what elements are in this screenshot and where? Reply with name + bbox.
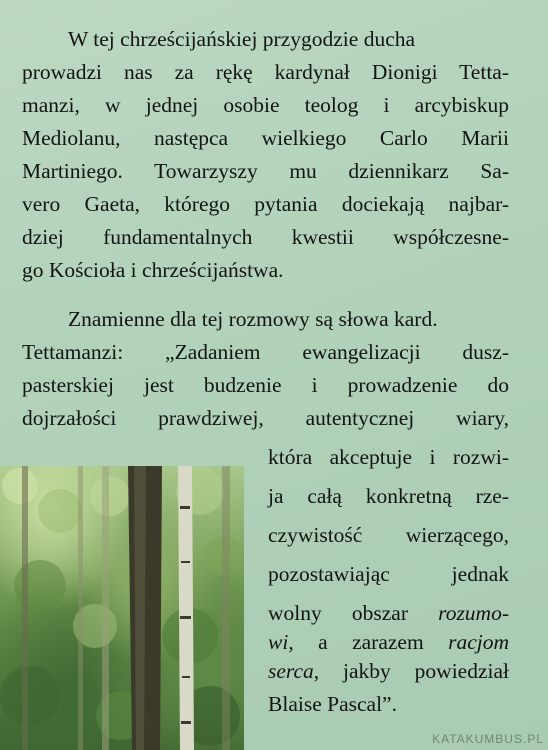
text-span: wolny obszar: [268, 601, 439, 625]
text-line: vero Gaeta, którego pytania dociekają najbar-: [22, 192, 509, 216]
text-line: [268, 656, 509, 687]
text-line: czywistość wierzącego,: [268, 523, 509, 547]
text-line: dojrzałości prawdziwej, autentycznej wiary,: [22, 406, 509, 430]
text-line: Blaise Pascal”.: [268, 692, 397, 716]
text-line: prowadzi nas za rękę kardynał Dionigi Tetta-: [22, 60, 509, 84]
text-line: [268, 598, 509, 629]
text-line: która akceptuje i rozwi-: [268, 445, 509, 469]
text-line: Mediolanu, następca wielkiego Carlo Marii: [22, 126, 509, 150]
text-line: dziej fundamentalnych kwestii współczesne-: [22, 225, 509, 249]
text-line: ja całą konkretną rze-: [268, 484, 509, 508]
text-line: pasterskiej jest budzenie i prowadzenie do: [22, 373, 509, 397]
text-span: , jakby powiedział: [313, 659, 509, 683]
forest-photo-icon: [0, 466, 244, 750]
italic-span: serca: [268, 659, 314, 683]
text-span: , a zarazem: [288, 630, 449, 654]
text-line: Martiniego. Towarzyszy mu dziennikarz Sa-: [22, 159, 509, 183]
italic-span: racjom: [448, 630, 509, 654]
text-line: pozostawiając jednak: [268, 562, 509, 586]
text-line: manzi, w jednej osobie teolog i arcybiskup: [22, 93, 509, 117]
text-line: Znamienne dla tej rozmowy są słowa kard.: [68, 307, 438, 331]
text-line: W tej chrześcijańskiej przygodzie ducha: [68, 27, 416, 51]
watermark: KATAKUMBUS.PL: [432, 732, 544, 746]
italic-span: rozumo-: [438, 601, 509, 625]
text-line: Tettamanzi: „Zadaniem ewangelizacji dusz-: [22, 340, 509, 364]
text-line: [268, 627, 509, 658]
text-line: go Kościoła i chrześcijaństwa.: [22, 258, 284, 282]
italic-span: wi: [268, 630, 289, 654]
forest-photo: [0, 466, 244, 750]
